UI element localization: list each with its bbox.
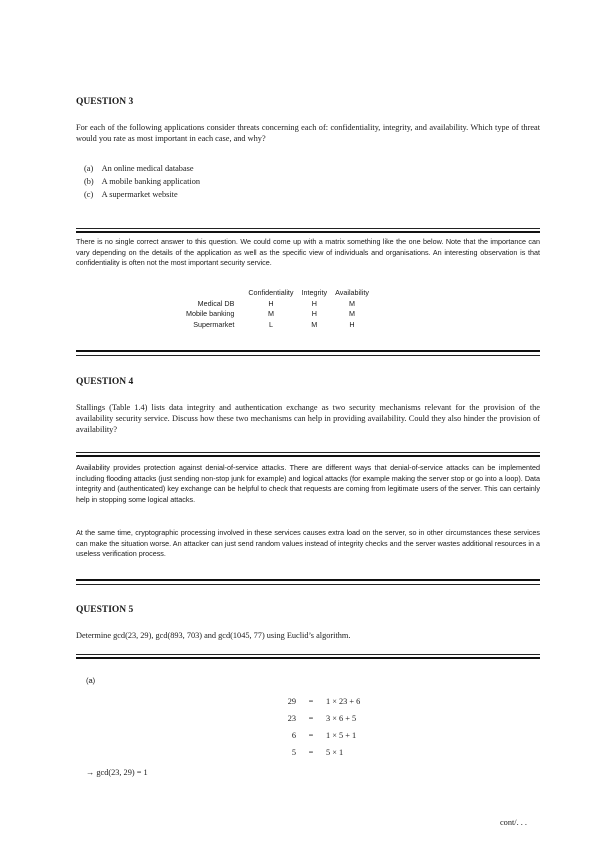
q4-heading: QUESTION 4 [76, 377, 134, 387]
table-header-row [182, 288, 373, 299]
q3-answer: There is no single correct answer to this question. We could come up with a matrix something like the one below. Note that the importance can vary depending on the details of the application as well as the specific view of individuals and organisations. An interesting observation is that confidentiality is often not the most important security service. [76, 237, 540, 267]
euclid-equations [270, 692, 362, 762]
q4-question: Stallings (Table 1.4) lists data integrity and authentication exchange as two security mechanisms relevant for the provision of the availability security service. Discuss how these two mechanisms can help in providing availability. Could they also hinder the provision of availability? [76, 403, 540, 434]
equation-row: 29 = 1 × 23 + 6 [287, 697, 361, 706]
q3-matrix-table [182, 288, 373, 330]
answer-top-rule [76, 228, 540, 229]
table-row: Mobile banking M H M [186, 309, 355, 318]
q5-heading: QUESTION 5 [76, 605, 134, 615]
column-header: Confidentiality [248, 288, 294, 297]
continued-footer: cont/. . . [500, 818, 527, 827]
equation-row: 23 = 3 × 6 + 5 [287, 714, 357, 723]
list-item: (b) A mobile banking application [84, 177, 201, 186]
answer-bottom-rule [76, 355, 540, 356]
answer-top-rule-thick [76, 455, 540, 457]
answer-top-rule-thick [76, 657, 540, 659]
q5-part-label: (a) [86, 676, 96, 685]
q3-item-list [84, 162, 200, 201]
list-item: (c) A supermarket website [84, 190, 178, 199]
list-item: (a) An online medical database [84, 164, 194, 173]
q4-answer-paragraph-2: At the same time, cryptographic processing involved in these services causes extra load on the server, so in other circumstances these services can make the situation worse. An attacker can just send random values instead of integrity checks and the server wastes additional resources in a useless verification process. [76, 528, 540, 558]
equation-row: 6 = 1 × 5 + 1 [291, 731, 357, 740]
column-header: Integrity [301, 288, 328, 297]
answer-bottom-rule-thick [76, 579, 540, 581]
q4-answer-paragraph-1: Availability provides protection against denial-of-service attacks. There are different ways that denial-of-service attacks can be implemented including flooding attacks (just sending non-stop junk for example) and logical attacks (for example making the server stop or go into a loop). Data integrity and (authenticated) key exchange can be helpful to check that requests are coming from legitimate users of the server. This can certainly help in stopping some logical attacks. [76, 463, 540, 504]
table-row: Supermarket L M H [193, 319, 355, 329]
table-row: Medical DB H H M [197, 298, 355, 308]
answer-top-rule [76, 654, 540, 655]
answer-top-rule-thick [76, 231, 540, 233]
answer-top-rule [76, 452, 540, 453]
answer-bottom-rule-thick [76, 350, 540, 352]
answer-bottom-rule [76, 584, 540, 585]
q5-result: → gcd(23, 29) = 1 [86, 768, 148, 777]
column-header: Availability [335, 288, 369, 297]
q3-heading: QUESTION 3 [76, 97, 134, 107]
q3-question: For each of the following applications consider threats concerning each of: confidentiality, integrity, and availability. Which type of threat would you rate as most important in each case, and why? [76, 123, 540, 143]
q5-question: Determine gcd(23, 29), gcd(893, 703) and gcd(1045, 77) using Euclid’s algorithm. [76, 631, 351, 640]
equation-row: 5 = 5 × 1 [291, 748, 344, 757]
